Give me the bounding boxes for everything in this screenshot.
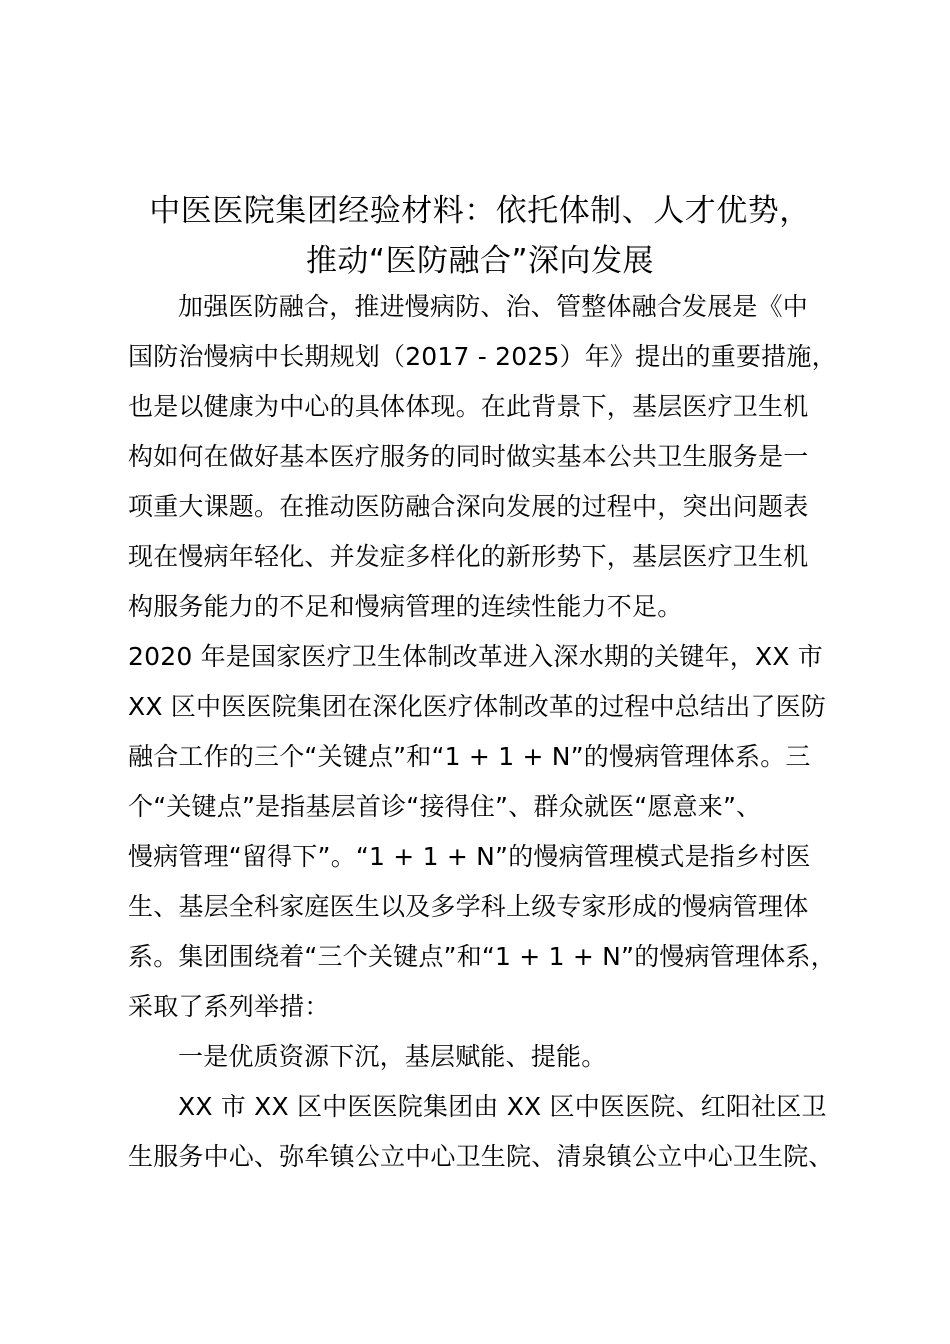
paragraph-2-line: XX 区中医医院集团在深化医疗体制改革的过程中总结出了医防 (128, 692, 827, 721)
paragraph-2-line: 系。集团围绕着“三个关键点”和“1 + 1 + N”的慢病管理体系， (128, 942, 836, 971)
paragraph-2-line: 个“关键点”是指基层首诊“接得住”、群众就医“愿意来”、 (128, 792, 762, 821)
document-title (100, 186, 860, 286)
title-line-1: 中医医院集团经验材料：依托体制、人才优势， (149, 193, 811, 229)
paragraph-1-line: 也是以健康为中心的具体体现。在此背景下，基层医疗卫生机 (128, 392, 809, 421)
paragraph-1-line: 项重大课题。在推动医防融合深向发展的过程中，突出问题表 (128, 492, 809, 521)
section-heading-1: 一是优质资源下沉，基层赋能、提能。 (178, 1042, 607, 1071)
paragraph-1-line: 现在慢病年轻化、并发症多样化的新形势下，基层医疗卫生机 (128, 542, 809, 571)
document-body (128, 282, 837, 1182)
paragraph-1-line: 加强医防融合，推进慢病防、治、管整体融合发展是《中 (178, 292, 809, 321)
paragraph-2-line: 2020 年是国家医疗卫生体制改革进入深水期的关键年，XX 市 (128, 642, 823, 671)
paragraph-2-line: 采取了系列举措： (128, 992, 330, 1021)
paragraph-2-line: 慢病管理“留得下”。“1 + 1 + N”的慢病管理模式是指乡村医 (128, 842, 811, 871)
paragraph-1-line: 国防治慢病中长期规划（2017 - 2025）年》提出的重要措施， (128, 342, 837, 371)
paragraph-1-line: 构如何在做好基本医疗服务的同时做实基本公共卫生服务是一 (128, 442, 809, 471)
paragraph-3-line: XX 市 XX 区中医医院集团由 XX 区中医医院、红阳社区卫 (178, 1092, 827, 1121)
paragraph-3-line: 生服务中心、弥牟镇公立中心卫生院、清泉镇公立中心卫生院、 (128, 1142, 834, 1171)
paragraph-2-line: 生、基层全科家庭医生以及多学科上级专家形成的慢病管理体 (128, 892, 809, 921)
title-line-2: 推动“医防融合”深向发展 (305, 243, 655, 279)
paragraph-1-line: 构服务能力的不足和慢病管理的连续性能力不足。 (128, 592, 683, 621)
paragraph-2-line: 融合工作的三个“关键点”和“1 + 1 + N”的慢病管理体系。三 (128, 742, 811, 771)
